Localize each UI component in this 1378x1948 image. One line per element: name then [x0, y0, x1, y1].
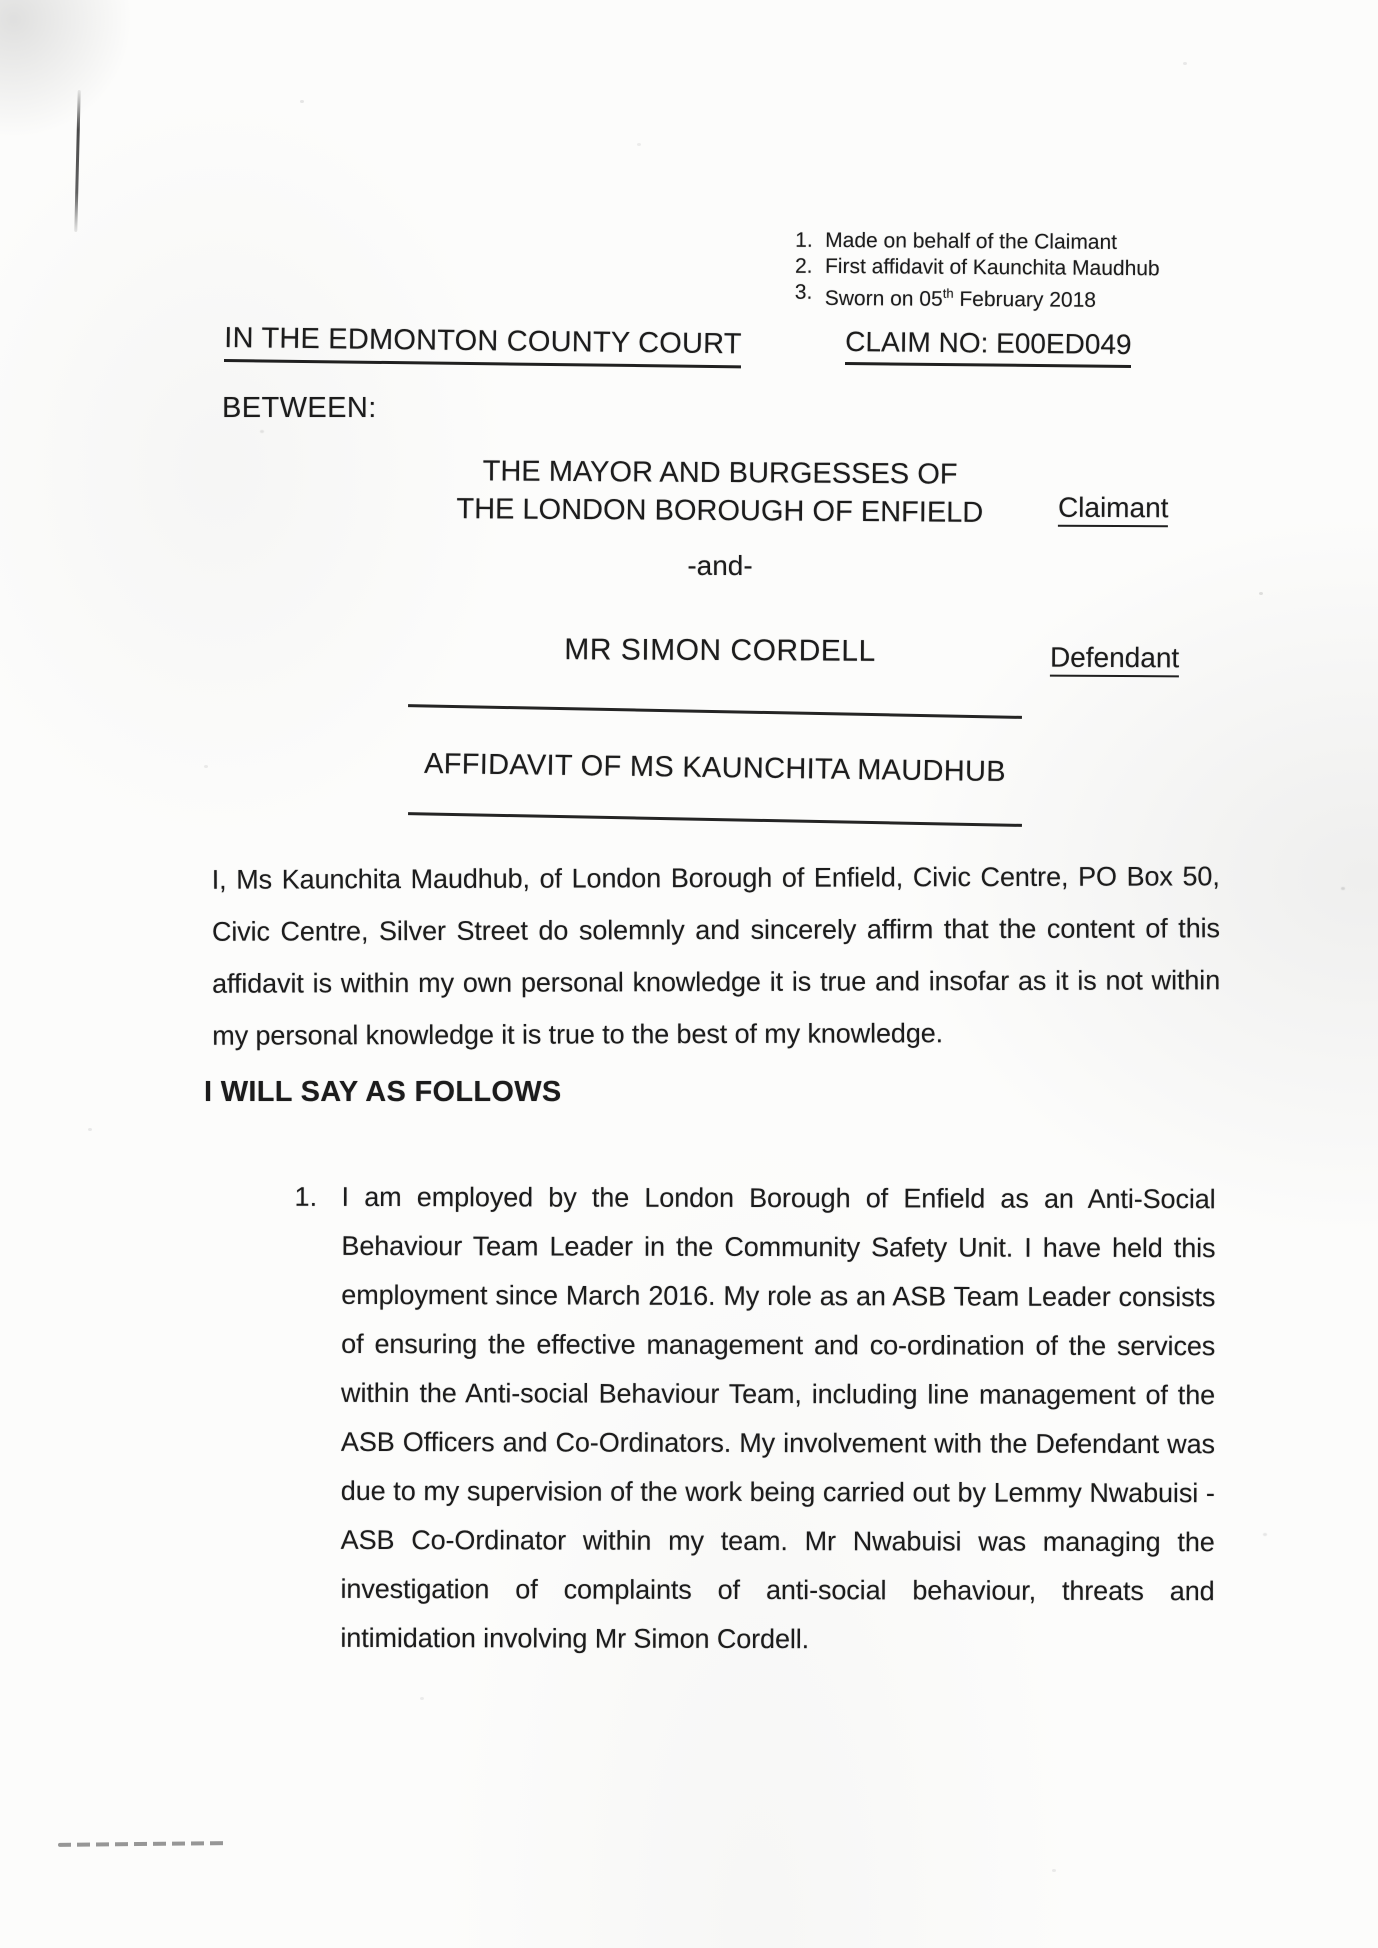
numbered-paragraph-1 — [293, 1173, 1215, 1665]
claimant-role-label: Claimant — [1058, 492, 1169, 528]
claim-number: CLAIM NO: E00ED049 — [845, 326, 1132, 368]
and-separator: -and- — [687, 550, 753, 581]
document-corner-notes — [795, 228, 1160, 315]
sworn-date-suffix: February 2018 — [953, 287, 1097, 312]
paragraph-number: 1. — [294, 1181, 318, 1212]
defendant-role-label: Defendant — [1050, 642, 1179, 678]
corner-note-1-number: 1. — [795, 228, 813, 252]
claimant-name-line1: THE MAYOR AND BURGESSES OF — [482, 455, 958, 491]
sworn-date-ordinal: th — [942, 285, 954, 301]
claimant-name — [410, 452, 1031, 532]
sworn-date-prefix: Sworn on 05 — [824, 286, 943, 311]
will-say-heading: I WILL SAY AS FOLLOWS — [204, 1076, 562, 1108]
corner-note-3 — [795, 280, 1160, 315]
corner-note-3-number: 3. — [794, 280, 813, 304]
divider-rule-top — [408, 704, 1022, 719]
divider-rule-bottom — [408, 812, 1022, 827]
corner-note-2-number: 2. — [794, 254, 813, 278]
pencil-dashed-line — [58, 1841, 228, 1847]
corner-note-2-text: First affidavit of Kaunchita Maudhub — [824, 254, 1160, 281]
oath-paragraph: I, Ms Kaunchita Maudhub, of London Borough of Enfield, Civic Centre, PO Box 50, Civic Centre, Silver Street do solemnly and sincerely affirm that the content of this affidavit is within my own personal knowledge it is true and insofar as it is not within my personal knowledge it is true to the best of my knowledge. — [211, 861, 1221, 1051]
scan-artifact-line — [74, 90, 80, 232]
between-label: BETWEEN: — [222, 392, 377, 424]
claimant-name-line2: THE LONDON BOROUGH OF ENFIELD — [456, 493, 984, 529]
corner-note-1-text: Made on behalf of the Claimant — [825, 228, 1118, 254]
scan-noise-speckles — [0, 0, 4, 3]
claimant-role-label-wrap — [1058, 492, 1169, 525]
defendant-role-label-wrap — [1050, 642, 1179, 675]
affidavit-title: AFFIDAVIT OF MS KAUNCHITA MAUDHUB — [423, 747, 1007, 789]
defendant-name: MR SIMON CORDELL — [564, 633, 876, 668]
corner-note-3-text — [825, 280, 1096, 314]
paragraph-text: I am employed by the London Borough of Enfield as an Anti-Social Behaviour Team Leader in the Community Safety Unit. I have held this employment since March 2016. My role as an ASB Team Leader consists of ensuring the effective management and co-ordination of the services within the Anti-social Behaviour Team, including line management of the ASB Officers and Co-Ordinators. My involvement with the Defendant was due to my supervision of the work being carried out by Lemmy Nwabuisi - ASB Co-Ordinator within my team. Mr Nwabuisi was managing the investigation of complaints of anti-social behaviour, threats and intimidation involving Mr Simon Cordell. — [340, 1181, 1216, 1655]
corner-note-1 — [795, 228, 1160, 257]
court-name-heading: IN THE EDMONTON COUNTY COURT — [224, 322, 742, 368]
corner-note-2 — [795, 254, 1160, 283]
